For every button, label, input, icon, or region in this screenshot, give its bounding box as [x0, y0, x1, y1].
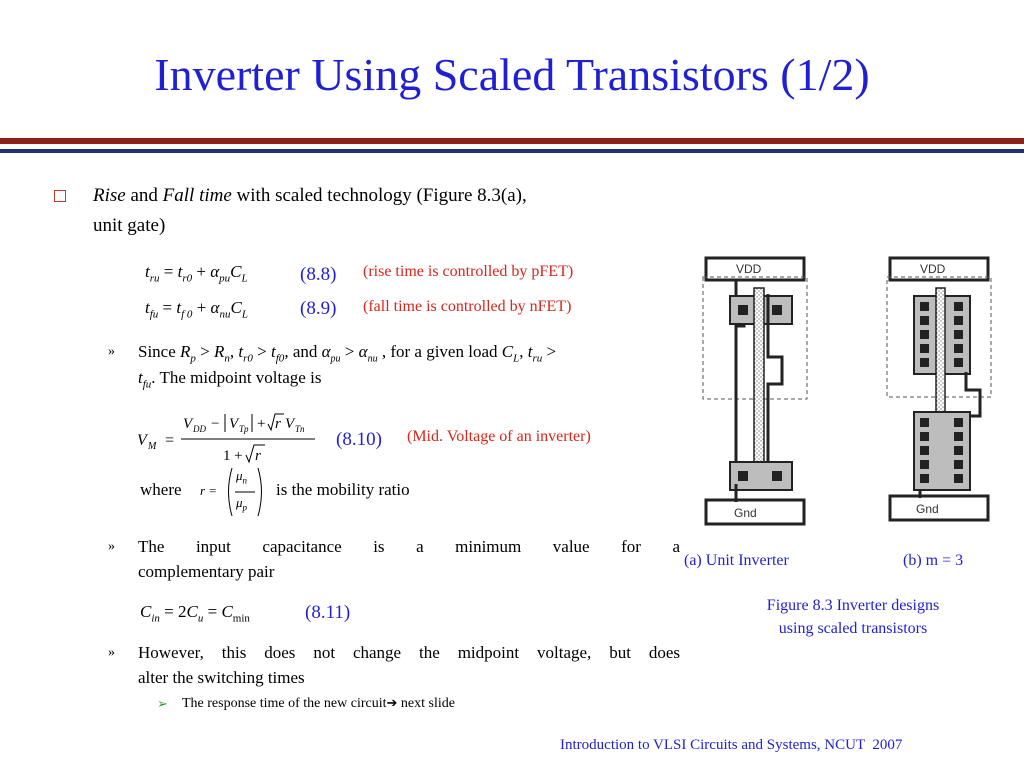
title-rule-top: [0, 138, 1024, 144]
svg-text:V: V: [285, 416, 295, 432]
bullet1-line2: unit gate): [93, 215, 166, 236]
r-equals: r =: [200, 483, 218, 498]
fall-time-term: Fall time: [162, 185, 232, 206]
equation-8-8: $t_{ru} = t_{r0} + \alpha_{pu}C_L$: [145, 262, 248, 285]
equation-8-11: $C_{in} = 2C_u = C_{min}$: [140, 602, 250, 625]
svg-text:DD: DD: [193, 424, 206, 434]
equation-8-9: $t_{fu} = t_{f 0} + \alpha_{nu}C_L$: [145, 298, 248, 321]
vdd-label: VDD: [920, 262, 946, 276]
since-line: Since $R_p > R_n$, $t_{r0} > t_{f0}$, and $\alpha_{pu} > \alpha_{nu}$ , for a given load $C_L$, $t_{ru}$ >: [138, 342, 557, 365]
eq810-note: (Mid. Voltage of an inverter): [407, 428, 591, 445]
response-time-note: The response time of the new circuit➔ next slide: [182, 695, 455, 711]
slide-title: Inverter Using Scaled Transistors (1/2): [154, 49, 870, 100]
svg-text:−: −: [211, 416, 220, 432]
chevron-bullet-icon: »: [108, 344, 115, 359]
svg-text:1: 1: [223, 448, 231, 464]
equation-8-10: [135, 408, 330, 468]
mobility-ratio-text: is the mobility ratio: [276, 480, 410, 499]
svg-text:r: r: [275, 416, 281, 432]
input-capacitance-line1: The input capacitance is a minimum value for a: [138, 537, 680, 556]
however-line1: However, this does not change the midpoint voltage, but does: [138, 643, 680, 662]
chevron-bullet-icon: »: [108, 539, 115, 554]
and-word: and: [130, 185, 158, 206]
svg-text:V: V: [137, 432, 147, 449]
figure-caption-line2: using scaled transistors: [778, 620, 928, 637]
figure-caption-line1: Figure 8.3 Inverter designs: [766, 597, 940, 614]
green-arrowhead-bullet-icon: ➢: [157, 696, 168, 711]
eq88-note: (rise time is controlled by pFET): [363, 263, 574, 280]
svg-text:V: V: [183, 416, 193, 432]
svg-text:r: r: [255, 448, 261, 464]
right-arrow-icon: ➔: [386, 695, 398, 710]
svg-text:V: V: [229, 416, 239, 432]
unit-inverter-layout-figure: [700, 252, 812, 532]
svg-text:+: +: [257, 416, 266, 432]
mu-n: $\mu_n$: [236, 468, 248, 486]
bullet1-rest: with scaled technology (Figure 8.3(a),: [236, 185, 527, 206]
svg-text:Tn: Tn: [295, 424, 305, 434]
chevron-bullet-icon: »: [108, 645, 115, 660]
however-line2: alter the switching times: [138, 668, 305, 687]
rise-term: Rise: [93, 185, 126, 206]
svg-text:+: +: [234, 448, 243, 464]
equation-number-8-9: (8.9): [300, 298, 337, 319]
gnd-label: Gnd: [734, 506, 757, 520]
equation-number-8-10: (8.10): [336, 429, 382, 450]
title-rule-bottom: [0, 149, 1024, 153]
gnd-label: Gnd: [916, 502, 939, 516]
vdd-label: VDD: [736, 262, 762, 276]
equation-number-8-11: (8.11): [305, 602, 351, 623]
svg-text:M: M: [148, 441, 157, 452]
eq89-note: (fall time is controlled by nFET): [363, 298, 572, 315]
caption-m-3: (b) m = 3: [903, 552, 964, 569]
scaled-inverter-layout-figure: [884, 252, 994, 527]
square-bullet-icon: [54, 190, 66, 202]
mu-p: $\mu_p$: [236, 495, 248, 513]
bullet-rise-fall: [93, 183, 527, 208]
input-capacitance-line2: complementary pair: [138, 562, 275, 581]
slide-footer: Introduction to VLSI Circuits and Systems, NCUT 2007: [560, 737, 903, 753]
where-label: where: [140, 480, 182, 499]
equation-number-8-8: (8.8): [300, 264, 337, 285]
svg-text:=: =: [165, 432, 175, 449]
caption-unit-inverter: (a) Unit Inverter: [684, 552, 789, 569]
since-line2: $t_{fu}$. The midpoint voltage is: [138, 368, 322, 391]
svg-text:Tp: Tp: [239, 424, 249, 434]
